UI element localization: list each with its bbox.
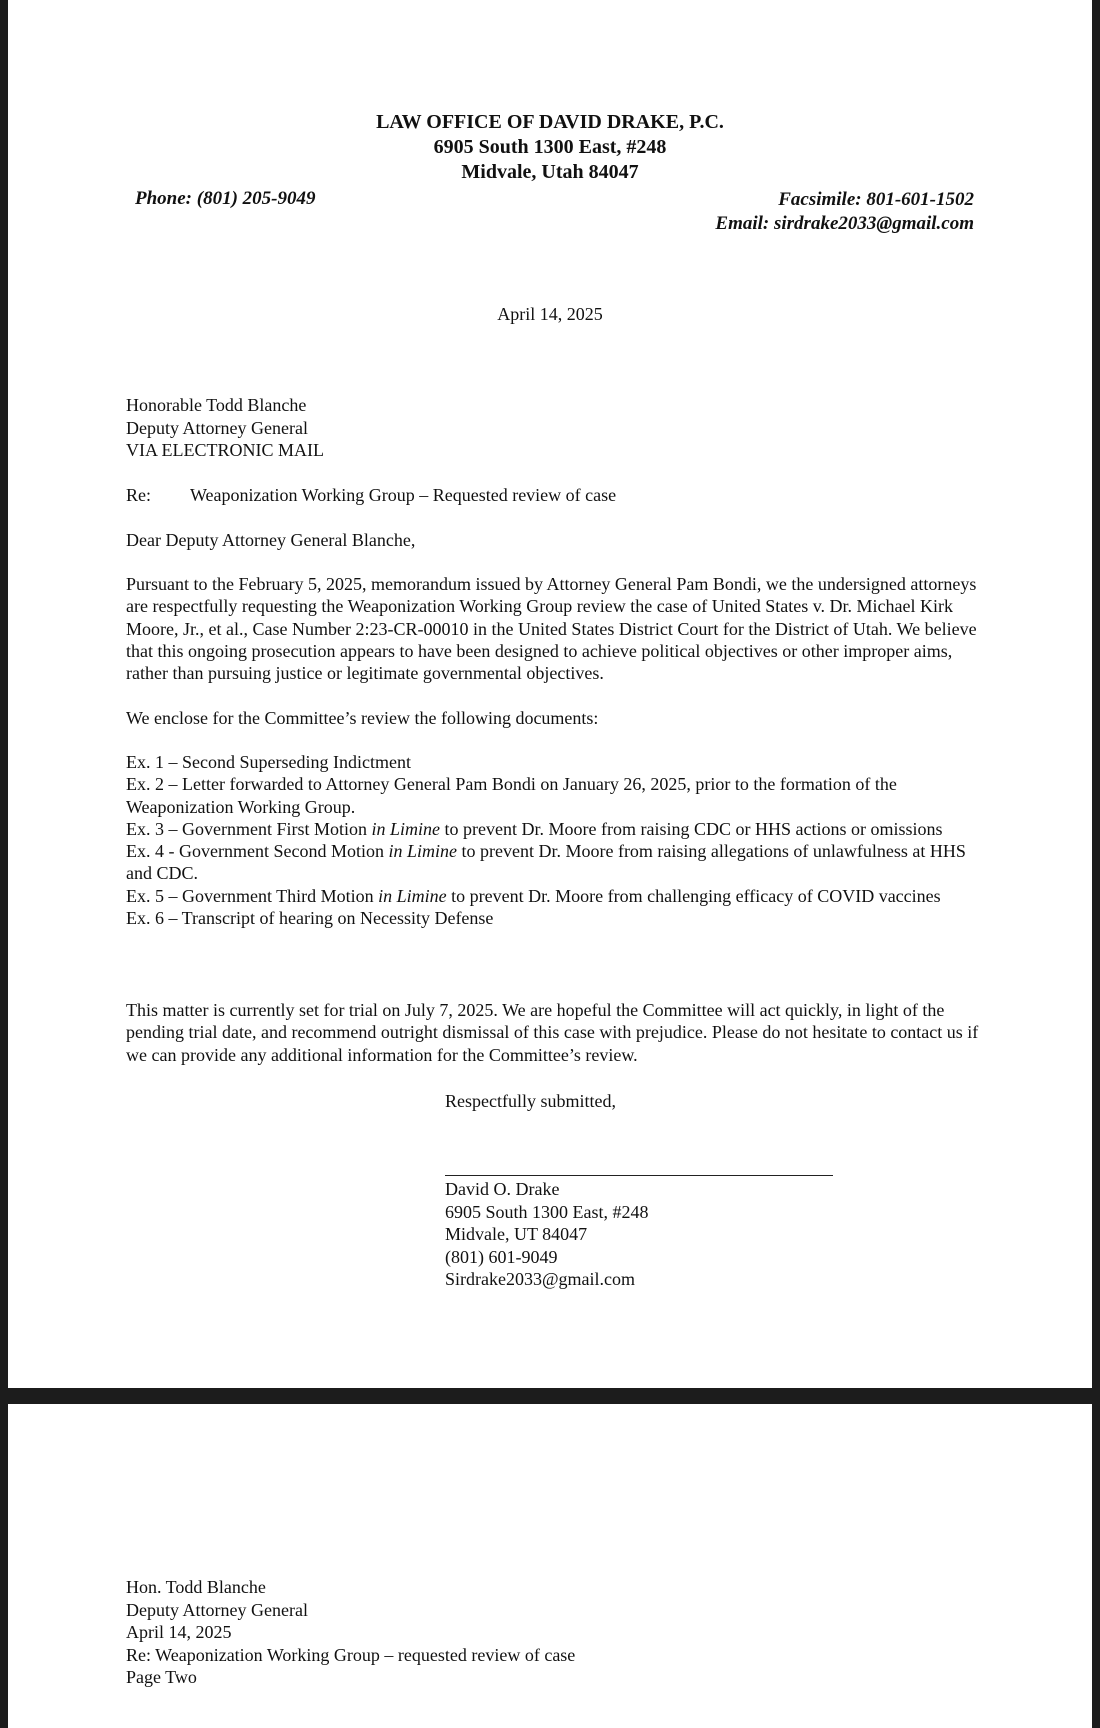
exhibit-text: to prevent Dr. Moore from raising CDC or HHS actions or omissions (440, 818, 943, 839)
exhibit-text: Ex. 5 – Government Third Motion (126, 885, 379, 906)
body-paragraph-1: Pursuant to the February 5, 2025, memorandum issued by Attorney General Pam Bondi, we the undersigned attorneys are respectfully requesting the Weaponization Working Group review the case of United States v. Dr. Michael Kirk Moore, Jr., et al., Case Number 2:23-CR-00010 in the United States District Court for the District of Utah. We believe that this ongoing prosecution appears to have been designed to achieve political objectives or other improper aims, rather than pursuing justice or legitimate governmental objectives. (126, 574, 977, 684)
recipient-name: Honorable Todd Blanche (126, 395, 307, 415)
exhibit-item (126, 840, 986, 885)
page-two-date: April 14, 2025 (126, 1622, 232, 1642)
exhibit-item: Ex. 6 – Transcript of hearing on Necessity Defense (126, 908, 494, 929)
letter-page-one (8, 0, 1092, 1388)
exhibit-text: Ex. 3 – Government First Motion (126, 818, 372, 839)
signer-email: Sirdrake2033@gmail.com (445, 1269, 636, 1289)
firm-phone: Phone: (801) 205-9049 (135, 188, 316, 209)
page-two-recipient: Hon. Todd Blanche (126, 1577, 266, 1597)
exhibit-italic: in Limine (378, 885, 447, 906)
page-number: Page Two (126, 1667, 197, 1687)
page-two-re: Re: Weaponization Working Group – requested review of case (126, 1644, 576, 1665)
firm-fax: Facsimile: 801-601-1502 (778, 189, 974, 210)
firm-contact (715, 188, 974, 236)
page-two-header (126, 1576, 575, 1689)
letter-page-two (8, 1404, 1092, 1728)
salutation: Dear Deputy Attorney General Blanche, (126, 530, 416, 550)
exhibit-text: to prevent Dr. Moore from raising allegations of unlawfulness at HHS and CDC. (126, 841, 966, 884)
exhibit-item (126, 818, 986, 840)
exhibit-text: Ex. 4 - Government Second Motion (126, 841, 389, 862)
letterhead (8, 110, 1092, 185)
recipient-block (126, 394, 324, 462)
signer-phone: (801) 601-9049 (445, 1246, 558, 1267)
exhibit-italic: in Limine (388, 841, 457, 862)
recipient-delivery: VIA ELECTRONIC MAIL (126, 440, 324, 460)
recipient-title: Deputy Attorney General (126, 417, 308, 438)
signature-block (445, 1178, 649, 1291)
firm-city: Midvale, Utah 84047 (461, 161, 639, 183)
body-paragraph-2: This matter is currently set for trial on July 7, 2025. We are hopeful the Committee will act quickly, in light of the pending trial date, and recommend outright dismissal of this case with prejudice. Please do not hesitate to contact us if we can provide any additional information for the Committee’s review. (126, 1000, 979, 1065)
closing: Respectfully submitted, (445, 1091, 616, 1111)
re-label: Re: (126, 485, 151, 505)
exhibit-italic: in Limine (371, 818, 441, 839)
firm-email: Email: sirdrake2033@gmail.com (715, 213, 974, 234)
exhibit-text: to prevent Dr. Moore from challenging efficacy of COVID vaccines (446, 885, 941, 906)
signature-line (445, 1175, 833, 1176)
signer-city: Midvale, UT 84047 (445, 1224, 588, 1244)
signer-name: David O. Drake (445, 1179, 560, 1199)
re-subject: Weaponization Working Group – Requested review of case (190, 485, 617, 505)
signer-street: 6905 South 1300 East, #248 (445, 1201, 649, 1222)
exhibit-list (126, 751, 986, 929)
letter-date: April 14, 2025 (497, 304, 603, 324)
firm-name: LAW OFFICE OF DAVID DRAKE, P.C. (376, 111, 724, 133)
page-two-title: Deputy Attorney General (126, 1599, 308, 1620)
enclosure-intro: We enclose for the Committee’s review the following documents: (126, 708, 599, 728)
exhibit-item (126, 885, 986, 907)
exhibit-item: Ex. 2 – Letter forwarded to Attorney General Pam Bondi on January 26, 2025, prior to the formation of the Weaponization Working Group. (126, 774, 897, 817)
re-line (126, 484, 616, 507)
firm-street: 6905 South 1300 East, #248 (433, 136, 667, 158)
exhibit-item: Ex. 1 – Second Superseding Indictment (126, 752, 411, 772)
